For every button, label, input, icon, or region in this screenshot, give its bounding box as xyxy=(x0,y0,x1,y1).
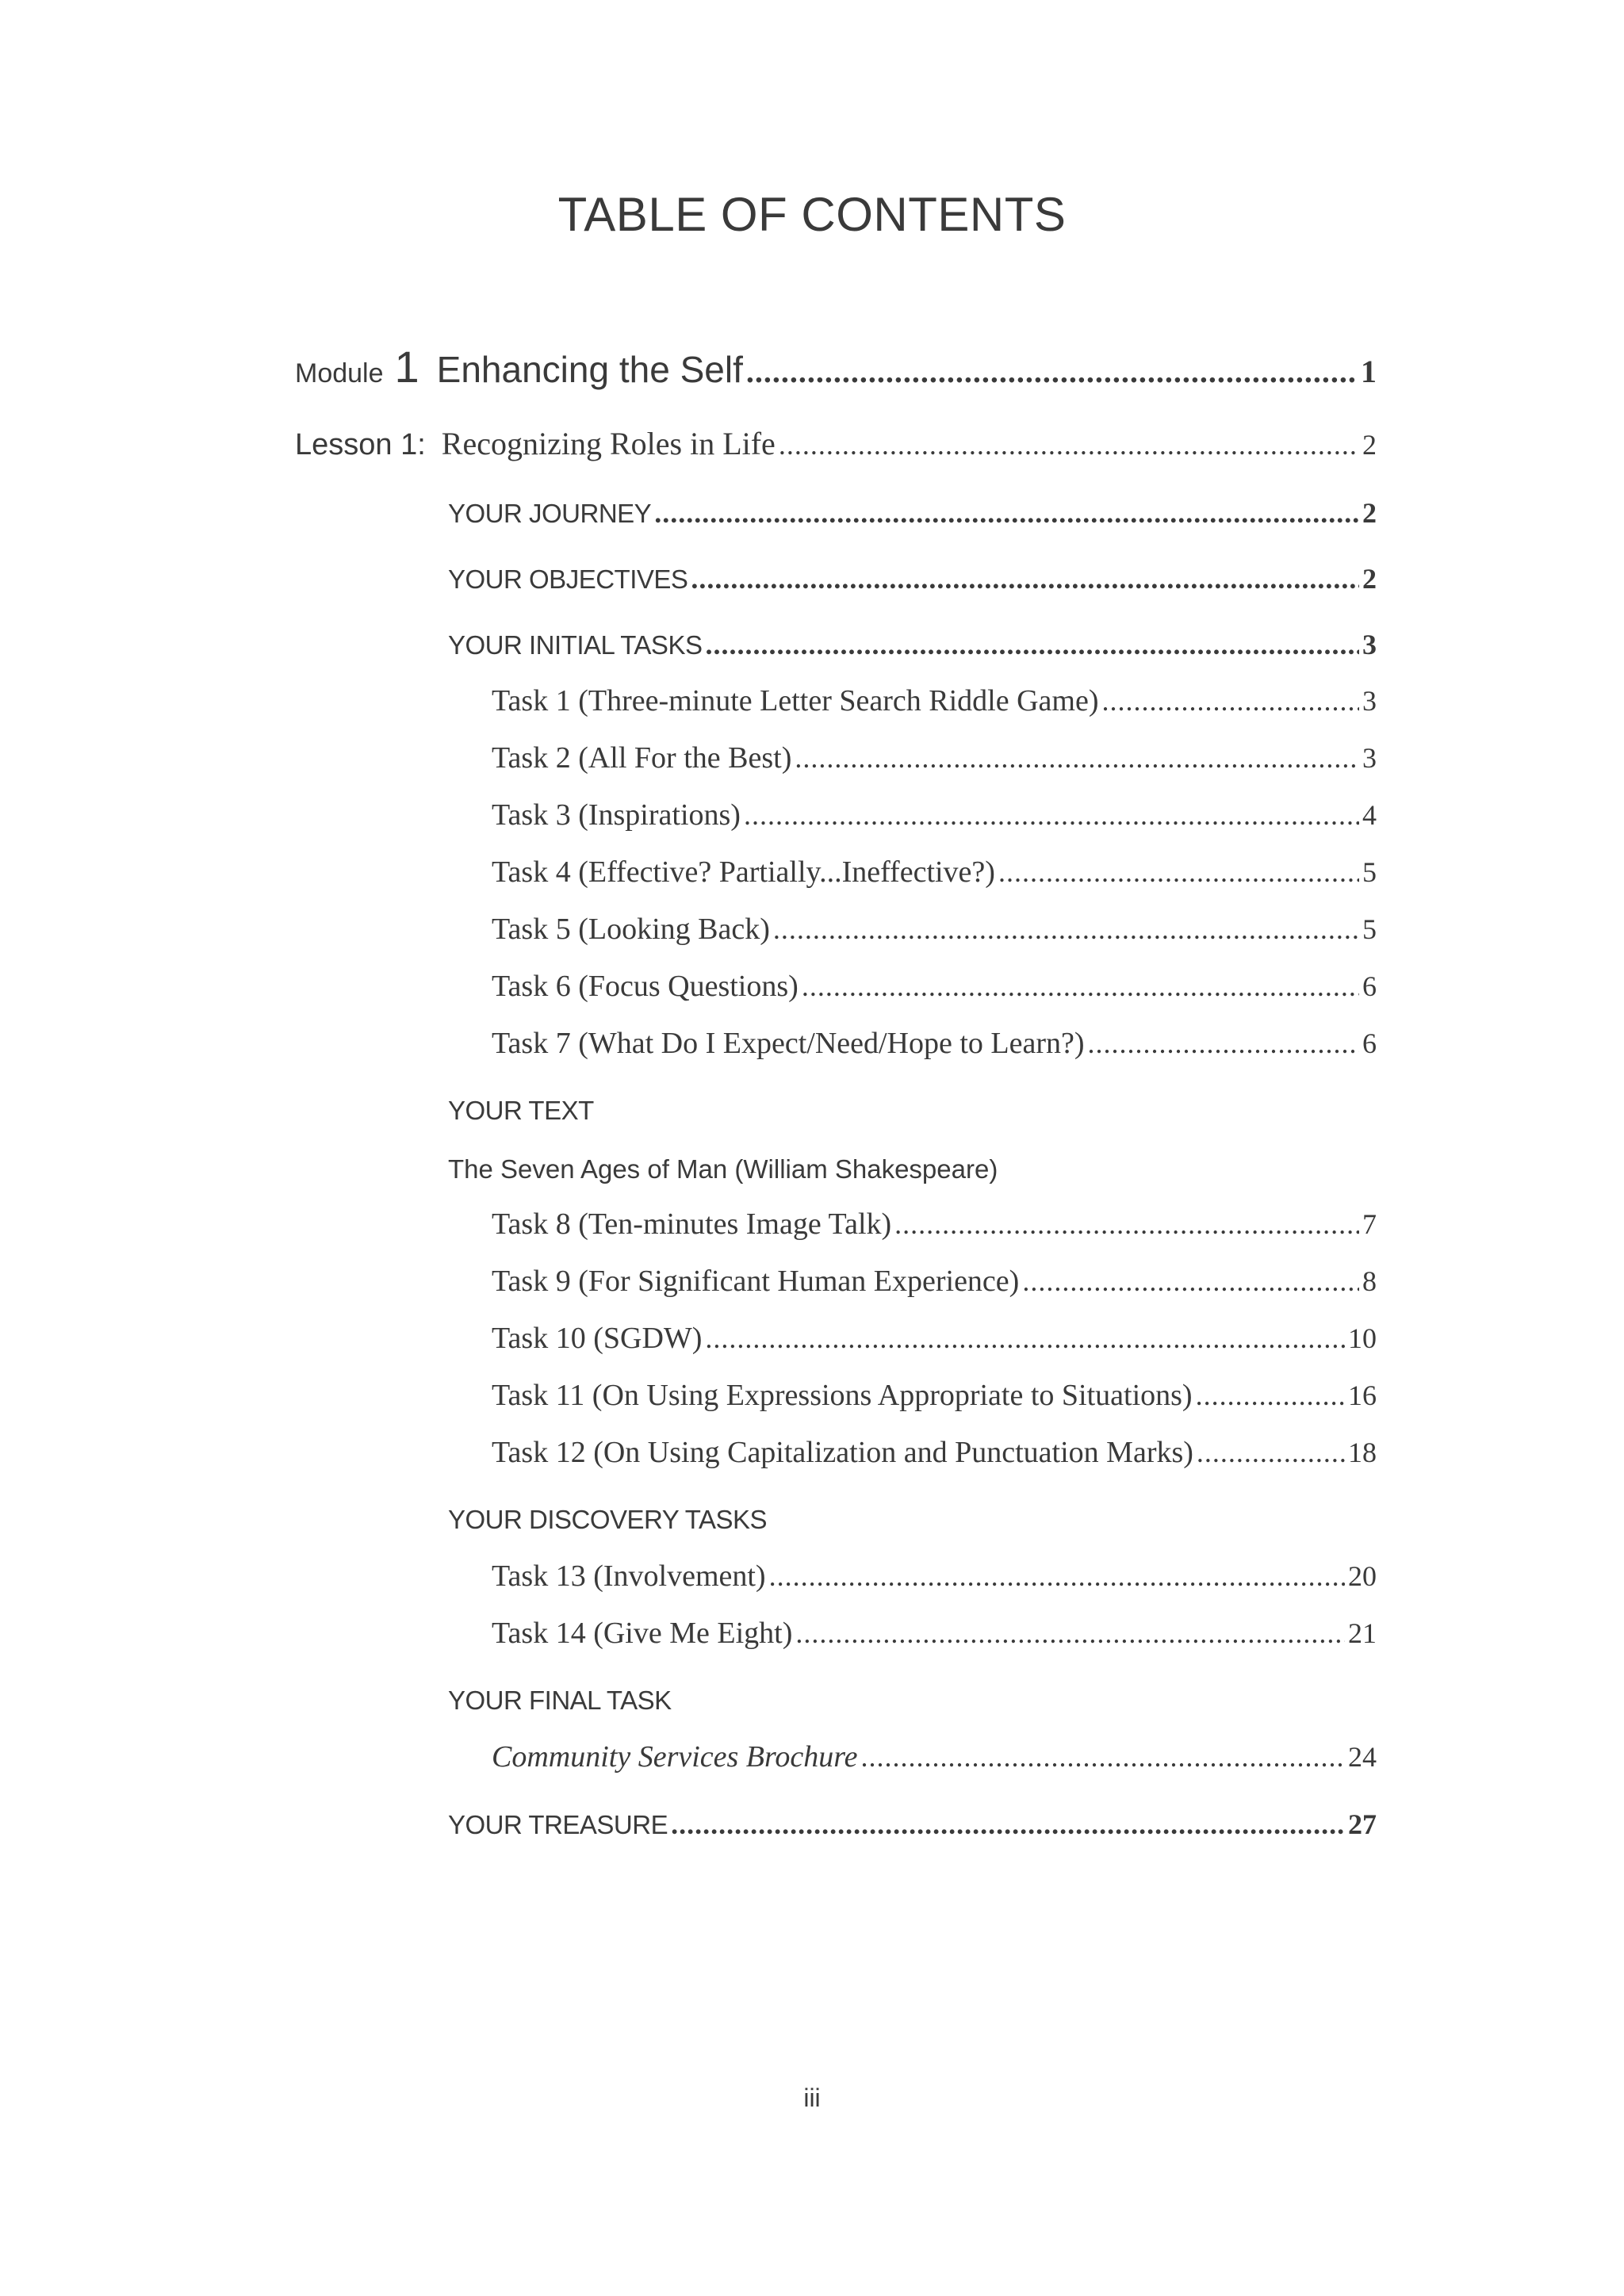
dot-leader xyxy=(779,428,1359,461)
module-title: Enhancing the Self xyxy=(436,349,743,390)
dot-leader xyxy=(861,1740,1345,1774)
toc-lesson-entry[interactable] xyxy=(295,425,1377,462)
toc-task-entry[interactable] xyxy=(492,1264,1377,1299)
toc-task-entry[interactable] xyxy=(492,912,1377,947)
task-label: Community Services Brochure xyxy=(492,1740,858,1774)
module-number: 1 xyxy=(394,342,419,392)
page-number: 6 xyxy=(1362,1027,1377,1059)
lesson-label: Lesson 1: xyxy=(295,428,426,461)
toc-task-entry[interactable] xyxy=(492,1739,1377,1774)
dot-leader xyxy=(998,855,1359,889)
dot-leader xyxy=(795,1617,1345,1650)
page-number: 5 xyxy=(1362,913,1377,945)
toc-section-initial-tasks[interactable] xyxy=(448,628,1377,661)
toc-task-entry[interactable] xyxy=(492,855,1377,890)
page-number: 18 xyxy=(1348,1437,1377,1468)
page-number: 2 xyxy=(1362,497,1377,529)
page-number: 1 xyxy=(1361,354,1377,389)
dot-leader xyxy=(671,1808,1345,1841)
page-number: 2 xyxy=(1362,563,1377,595)
toc-section-treasure[interactable] xyxy=(448,1808,1377,1841)
toc-section-journey[interactable] xyxy=(448,496,1377,530)
toc-task-entry[interactable] xyxy=(492,1616,1377,1651)
dot-leader xyxy=(795,741,1359,775)
section-label: YOUR OBJECTIVES xyxy=(448,564,688,594)
page-number: 7 xyxy=(1362,1208,1377,1240)
toc-task-entry[interactable] xyxy=(492,798,1377,832)
toc-task-entry[interactable] xyxy=(492,1207,1377,1242)
dot-leader xyxy=(1196,1379,1345,1412)
task-label: Task 7 (What Do I Expect/Need/Hope to Learn?) xyxy=(492,1027,1085,1060)
toc-section-discovery-tasks[interactable]: YOUR DISCOVERY TASKS xyxy=(448,1505,768,1534)
task-label: Task 3 (Inspirations) xyxy=(492,798,741,832)
toc-module-entry[interactable] xyxy=(295,341,1377,392)
toc-task-entry[interactable] xyxy=(492,1378,1377,1413)
page-number: 24 xyxy=(1348,1741,1377,1773)
toc-task-entry[interactable] xyxy=(492,1435,1377,1470)
task-label: Task 11 (On Using Expressions Appropriate to Situations) xyxy=(492,1379,1193,1412)
toc-task-entry[interactable] xyxy=(492,1321,1377,1356)
task-label: Task 2 (All For the Best) xyxy=(492,741,792,775)
section-label: YOUR JOURNEY xyxy=(448,499,652,528)
page-number: 3 xyxy=(1362,742,1377,774)
toc-task-entry[interactable] xyxy=(492,740,1377,775)
task-label: Task 8 (Ten-minutes Image Talk) xyxy=(492,1207,892,1241)
dot-leader xyxy=(769,1559,1345,1593)
page-number: 3 xyxy=(1362,685,1377,717)
toc-section-text[interactable]: YOUR TEXT xyxy=(448,1096,594,1125)
dot-leader xyxy=(654,496,1359,530)
page-title: TABLE OF CONTENTS xyxy=(557,188,1067,241)
task-label: Task 10 (SGDW) xyxy=(492,1322,703,1355)
dot-leader xyxy=(1022,1265,1359,1298)
page-number: 16 xyxy=(1348,1380,1377,1411)
page-number: 5 xyxy=(1362,856,1377,888)
task-label: Task 9 (For Significant Human Experience) xyxy=(492,1265,1020,1298)
page-footer-number: iii xyxy=(803,2084,821,2112)
dot-leader xyxy=(746,353,1358,390)
module-word: Module xyxy=(295,358,384,388)
task-label: Task 14 (Give Me Eight) xyxy=(492,1617,793,1650)
text-title[interactable]: The Seven Ages of Man (William Shakespeare) xyxy=(448,1154,998,1184)
page-number: 10 xyxy=(1348,1322,1377,1354)
task-label: Task 4 (Effective? Partially...Ineffective?) xyxy=(492,855,995,889)
task-label: Task 12 (On Using Capitalization and Punctuation Marks) xyxy=(492,1436,1193,1469)
dot-leader xyxy=(1101,684,1359,718)
dot-leader xyxy=(802,970,1359,1003)
toc-task-entry[interactable] xyxy=(492,969,1377,1004)
toc-section-final-task[interactable]: YOUR FINAL TASK xyxy=(448,1686,672,1715)
dot-leader xyxy=(705,1322,1345,1355)
toc-task-entry[interactable] xyxy=(492,1026,1377,1061)
dot-leader xyxy=(1197,1436,1345,1469)
page-number: 27 xyxy=(1348,1808,1377,1840)
page-number: 20 xyxy=(1348,1560,1377,1592)
section-label: YOUR TREASURE xyxy=(448,1810,668,1839)
dot-leader xyxy=(773,913,1359,946)
task-label: Task 1 (Three-minute Letter Search Riddle Game) xyxy=(492,684,1099,718)
toc-section-objectives[interactable] xyxy=(448,562,1377,595)
section-label: YOUR INITIAL TASKS xyxy=(448,630,703,660)
page-number: 6 xyxy=(1362,970,1377,1002)
task-label: Task 6 (Focus Questions) xyxy=(492,970,799,1003)
toc-task-entry[interactable] xyxy=(492,683,1377,718)
dot-leader xyxy=(894,1207,1359,1241)
dot-leader xyxy=(744,798,1359,832)
page-number: 4 xyxy=(1362,799,1377,831)
dot-leader xyxy=(705,628,1359,661)
task-label: Task 13 (Involvement) xyxy=(492,1559,766,1593)
page-number: 21 xyxy=(1348,1617,1377,1649)
task-label: Task 5 (Looking Back) xyxy=(492,913,770,946)
lesson-title: Recognizing Roles in Life xyxy=(441,426,776,461)
dot-leader xyxy=(1088,1027,1359,1060)
toc-task-entry[interactable] xyxy=(492,1559,1377,1594)
page-number: 2 xyxy=(1362,429,1377,461)
dot-leader xyxy=(691,562,1359,595)
page-number: 8 xyxy=(1362,1265,1377,1297)
page-number: 3 xyxy=(1362,629,1377,660)
